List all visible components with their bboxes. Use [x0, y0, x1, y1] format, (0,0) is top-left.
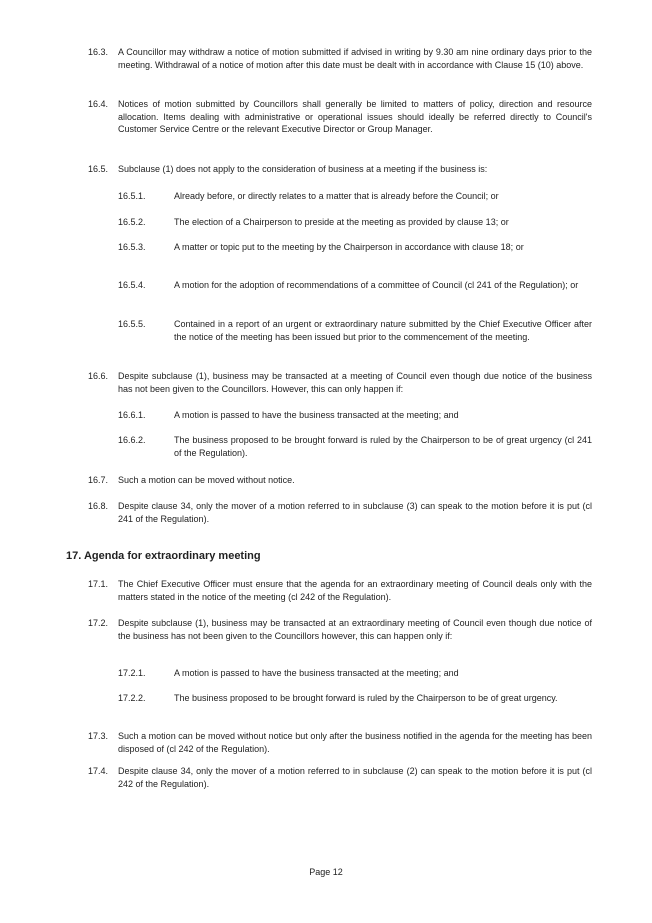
clause-number: 17.4. [88, 766, 109, 776]
clause-16-5-3 [118, 241, 592, 254]
clause-text: Already before, or directly relates to a matter that is already before the Council; or [174, 191, 499, 201]
clause-text: Notices of motion submitted by Councillors shall generally be limited to matters of policy, direction and resource allocation. Items dealing with administrative or operational issues should ideally be referred directly to Council's Customer Service Centre or the relevant Executive Director or Group Manager. [118, 99, 592, 134]
clause-number: 16.5.2. [118, 217, 146, 227]
clause-17-4 [88, 765, 592, 790]
clause-17-3 [88, 730, 592, 755]
clause-number: 17.2.2. [118, 693, 146, 703]
clause-16-4 [88, 98, 592, 136]
clause-text: The Chief Executive Officer must ensure that the agenda for an extraordinary meeting of Council deals only with the matters stated in the notice of the meeting (cl 242 of the Regulation). [118, 579, 592, 602]
clause-number: 16.5.5. [118, 319, 146, 329]
clause-number: 16.8. [88, 501, 109, 511]
clause-16-5-2 [118, 216, 592, 229]
clause-text: The business proposed to be brought forward is ruled by the Chairperson to be of great urgency (cl 241 of the Regulation). [174, 435, 592, 458]
clause-text: Contained in a report of an urgent or extraordinary nature submitted by the Chief Executive Officer after the notice of the meeting has been issued but prior to the commencement of the meeting. [174, 319, 592, 342]
clause-text: The election of a Chairperson to preside at the meeting as provided by clause 13; or [174, 217, 509, 227]
clause-16-5-5 [118, 318, 592, 343]
clause-text: A motion for the adoption of recommendations of a committee of Council (cl 241 of the Regulation); or [174, 280, 579, 290]
page-number: Page 12 [309, 867, 343, 877]
clause-17-2-2 [118, 692, 592, 705]
clause-number: 16.6.1. [118, 410, 146, 420]
clause-16-6 [88, 370, 592, 395]
clause-number: 17.1. [88, 579, 109, 589]
clause-number: 16.5.1. [118, 191, 146, 201]
clause-16-6-1 [118, 409, 592, 422]
clause-16-8 [88, 500, 592, 525]
clause-text: Despite subclause (1), business may be transacted at an extraordinary meeting of Council even though due notice of the business has not been given to the Councillors however, this can happen only if: [118, 618, 592, 641]
clause-text: Such a motion can be moved without notice but only after the business notified in the agenda for the meeting has been disposed of (cl 242 of the Regulation). [118, 731, 592, 754]
section-heading: 17. Agenda for extraordinary meeting [66, 550, 261, 562]
clause-number: 17.2.1. [118, 668, 146, 678]
clause-text: A motion is passed to have the business transacted at the meeting; and [174, 410, 459, 420]
clause-text: The business proposed to be brought forward is ruled by the Chairperson to be of great urgency. [174, 693, 558, 703]
clause-text: Despite clause 34, only the mover of a motion referred to in subclause (3) can speak to the motion before it is put (cl 241 of the Regulation). [118, 501, 592, 524]
clause-number: 16.5. [88, 164, 109, 174]
clause-number: 16.4. [88, 99, 109, 109]
clause-text: Despite subclause (1), business may be transacted at a meeting of Council even though due notice of the business has not been given to the Councillors. However, this can only happen if: [118, 371, 592, 394]
clause-text: Such a motion can be moved without notice. [118, 475, 295, 485]
clause-number: 16.3. [88, 47, 109, 57]
clause-text: Despite clause 34, only the mover of a motion referred to in subclause (2) can speak to the motion before it is put (cl 242 of the Regulation). [118, 766, 592, 789]
clause-number: 16.5.3. [118, 242, 146, 252]
clause-number: 16.5.4. [118, 280, 146, 290]
clause-text: A motion is passed to have the business transacted at the meeting; and [174, 668, 459, 678]
clause-text: A matter or topic put to the meeting by the Chairperson in accordance with clause 18; or [174, 242, 524, 252]
clause-16-5 [88, 163, 592, 176]
clause-17-2-1 [118, 667, 592, 680]
clause-number: 17.3. [88, 731, 109, 741]
clause-16-5-4 [118, 279, 592, 292]
clause-number: 16.6. [88, 371, 109, 381]
clause-17-2 [88, 617, 592, 642]
clause-number: 16.6.2. [118, 435, 146, 445]
clause-16-6-2 [118, 434, 592, 459]
clause-text: Subclause (1) does not apply to the consideration of business at a meeting if the business is: [118, 164, 488, 174]
clause-16-5-1 [118, 190, 592, 203]
clause-number: 17.2. [88, 618, 109, 628]
clause-text: A Councillor may withdraw a notice of motion submitted if advised in writing by 9.30 am nine ordinary days prior to the meeting. Withdrawal of a notice of motion after this date must be dealt with in accordance with Clause 15 (10) above. [118, 47, 592, 70]
clause-16-7 [88, 474, 592, 487]
clause-17-1 [88, 578, 592, 603]
clause-16-3 [88, 46, 592, 71]
clause-number: 16.7. [88, 475, 109, 485]
